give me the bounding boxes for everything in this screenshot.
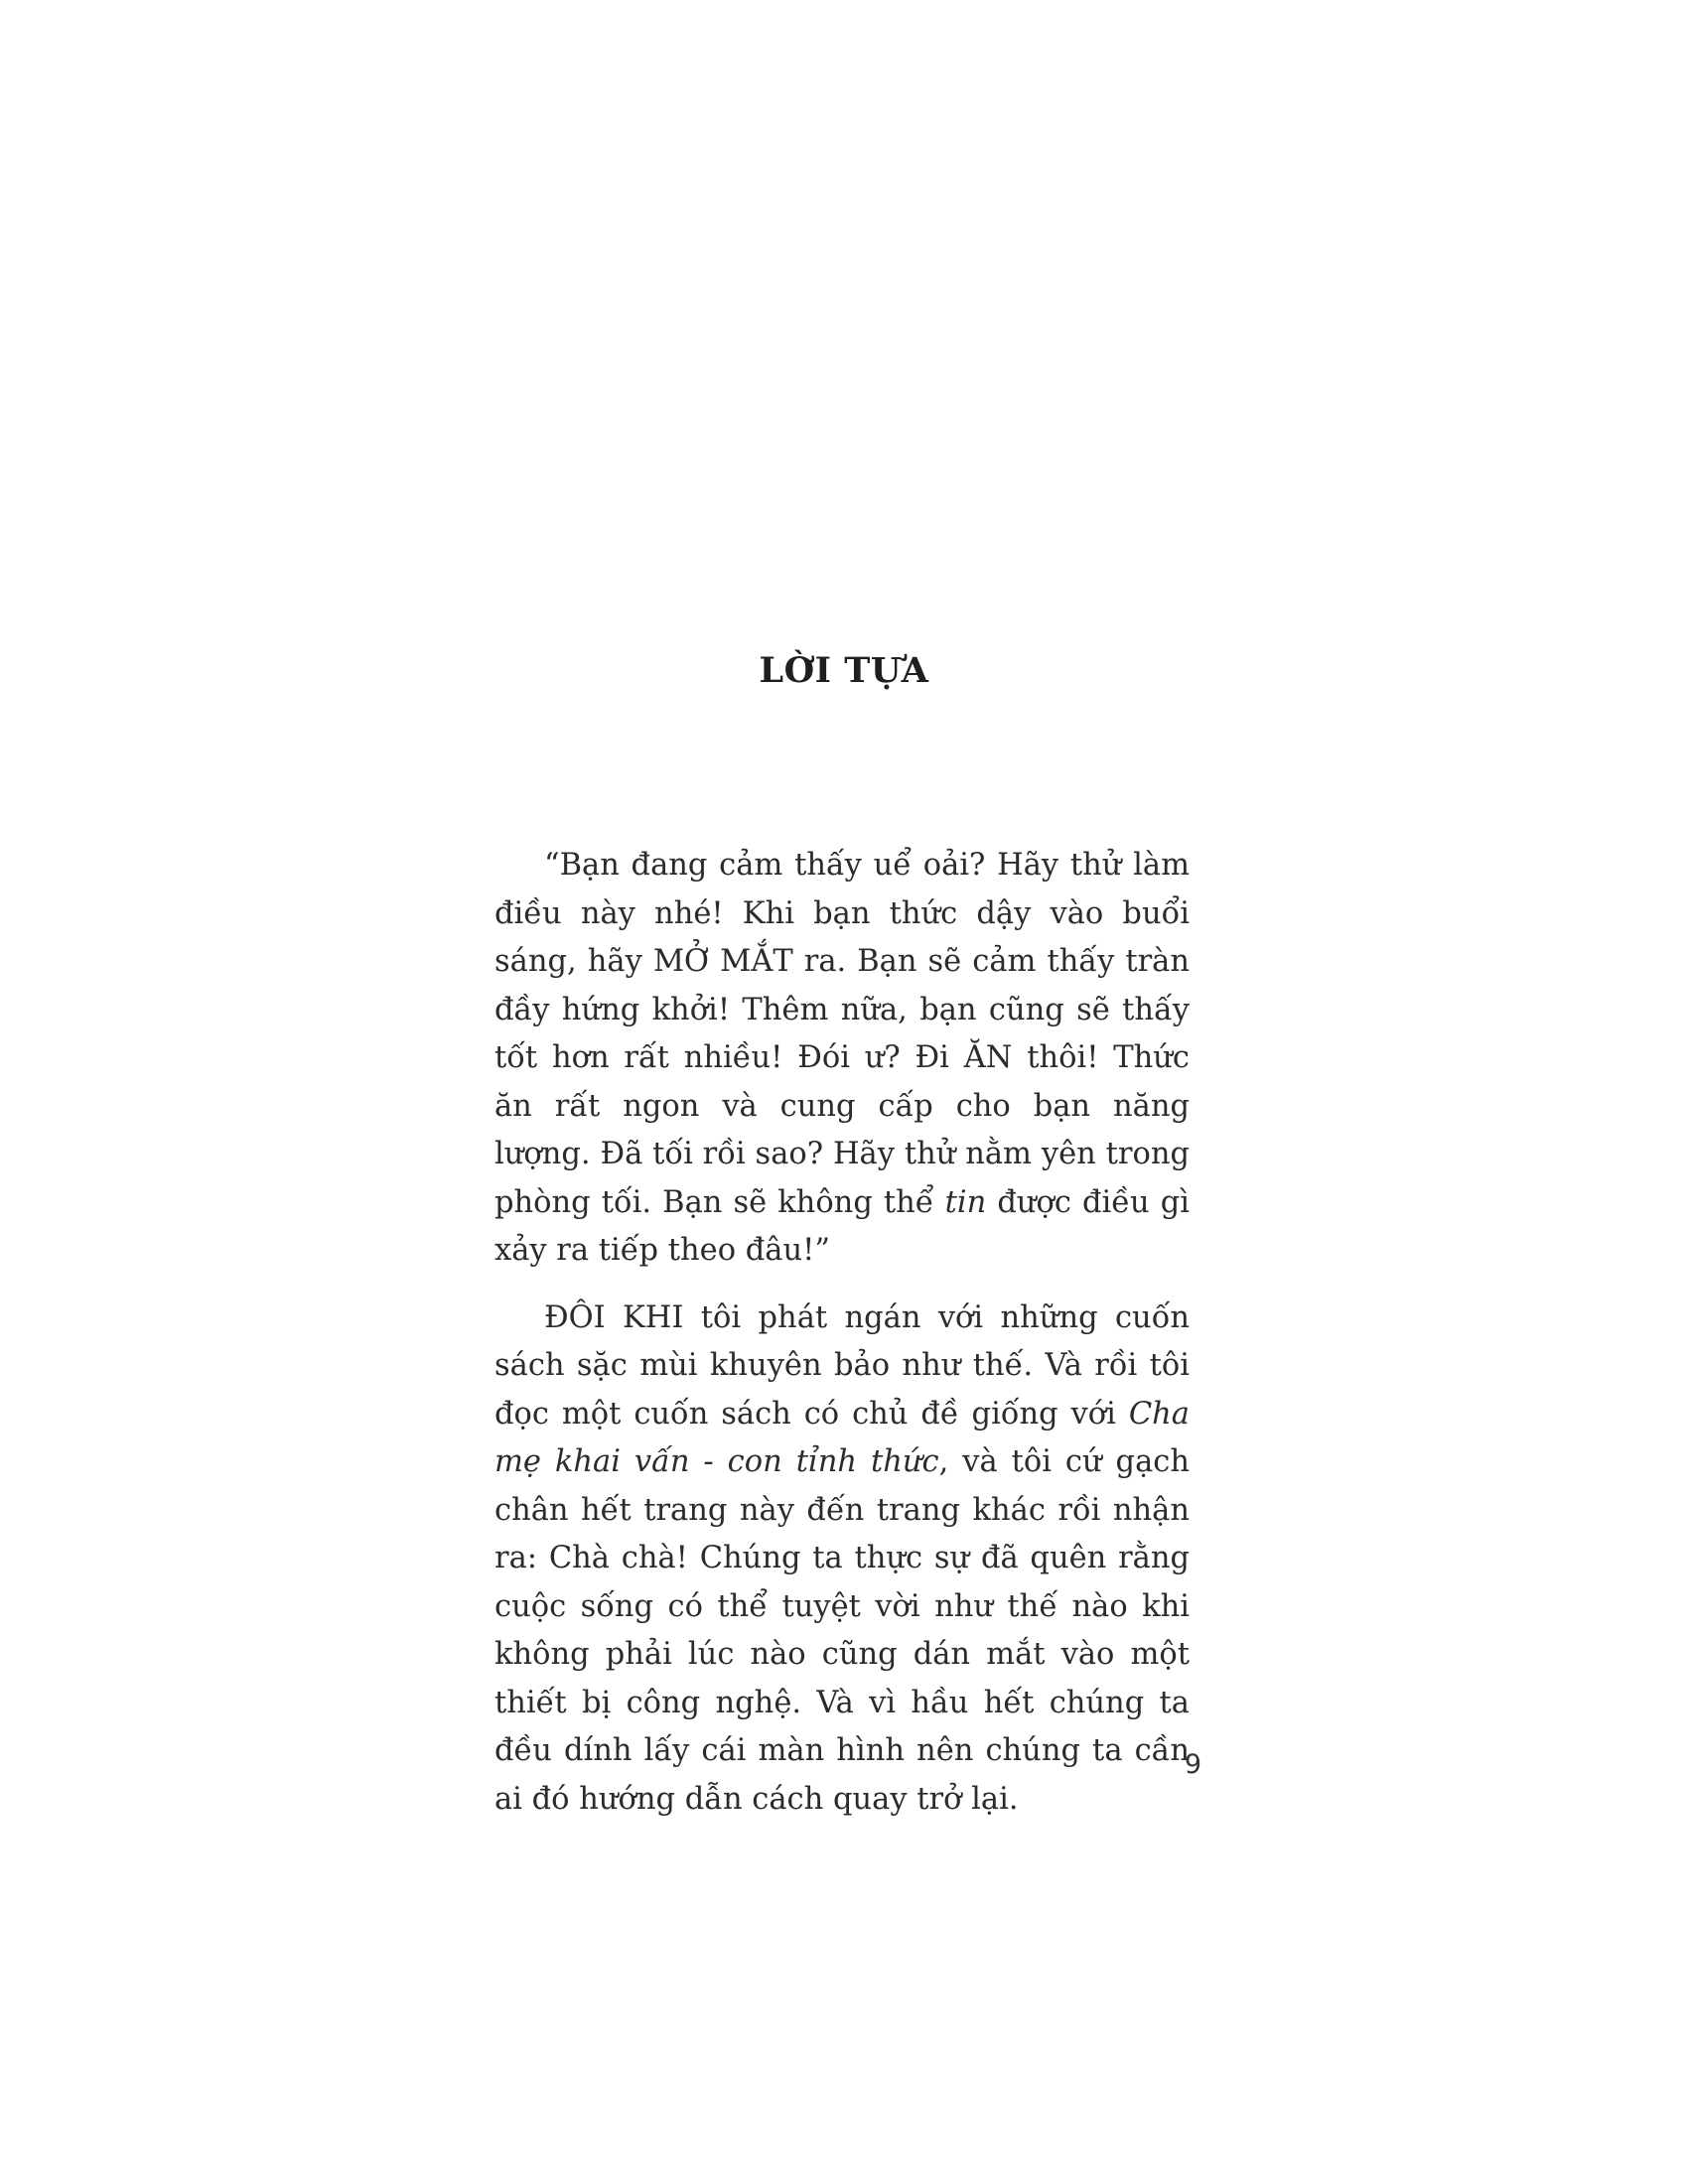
page-title: LỜI TỰA: [759, 650, 929, 691]
paragraph-1-italic: tin: [944, 1184, 987, 1220]
body-text: [494, 842, 1190, 1824]
paragraph-2-italic: Cha mẹ khai vấn - con tỉnh thức: [494, 1396, 1190, 1479]
paragraph-1-text-b: được điều gì xảy ra tiếp theo đâu!”: [494, 1184, 1191, 1268]
page-number: 9: [1184, 1749, 1201, 1780]
paragraph-2-text-b: , và tôi cứ gạch chân hết trang này đến trang khác rồi nhận ra: Chà chà! Chúng ta thực sự đã quên rằng cuộc sống có thể tuyệt vời như thế nào khi không phải lúc nào cũng dán mắt vào một thiết bị công nghệ. Và vì hầu hết chúng ta đều dính lấy cái màn hình nên chúng ta cần ai đó hướng dẫn cách quay trở lại.: [494, 1444, 1190, 1817]
paragraph-1-text-a: “Bạn đang cảm thấy uể oải? Hãy thử làm điều này nhé! Khi bạn thức dậy vào buổi sáng, hãy MỞ MẮT ra. Bạn sẽ cảm thấy tràn đầy hứng khởi! Thêm nữa, bạn cũng sẽ thấy tốt hơn rất nhiều! Đói ư? Đi ĂN thôi! Thức ăn rất ngon và cung cấp cho bạn năng lượng. Đã tối rồi sao? Hãy thử nằm yên trong phòng tối. Bạn sẽ không thể: [494, 848, 1190, 1220]
paragraph-2-text-a: ĐÔI KHI tôi phát ngán với những cuốn sách sặc mùi khuyên bảo như thế. Và rồi tôi đọc một cuốn sách có chủ đề giống với: [494, 1299, 1190, 1432]
paragraph-2: [494, 1295, 1190, 1825]
paragraph-1: [494, 842, 1190, 1276]
